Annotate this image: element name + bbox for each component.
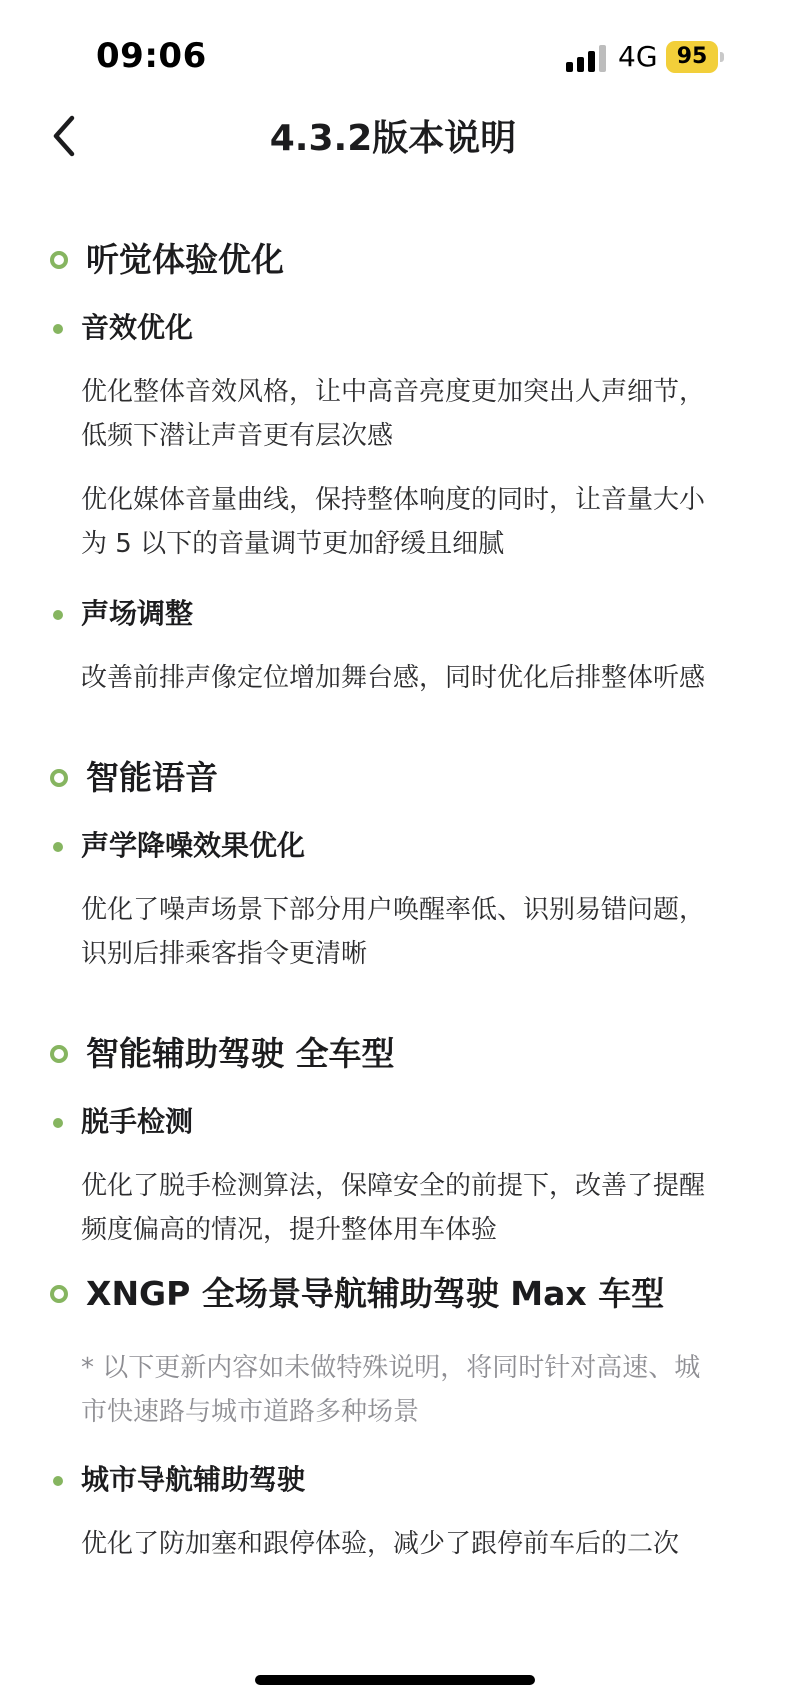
page-title: 4.3.2版本说明 — [269, 118, 517, 159]
release-notes — [0, 230, 786, 1566]
subsection-title — [0, 1452, 786, 1508]
subsection-title-text: 脱手检测 — [81, 1105, 194, 1138]
subsection-title — [0, 1094, 786, 1150]
scroll-fade — [0, 1610, 786, 1670]
nav-bar — [0, 100, 786, 174]
section — [0, 1024, 786, 1252]
subsection-title — [0, 818, 786, 874]
bullet-dot-icon — [53, 842, 63, 852]
home-indicator[interactable] — [255, 1675, 535, 1685]
bullet-dot-icon — [53, 610, 63, 620]
paragraph: 优化了脱手检测算法，保障安全的前提下，改善了提醒频度偏高的情况，提升整体用车体验 — [81, 1171, 706, 1245]
bullet-dot-icon — [53, 1476, 63, 1486]
section-title-text: 智能辅助驾驶 全车型 — [86, 1034, 395, 1073]
bullet-dot-icon — [53, 324, 63, 334]
battery-icon — [666, 41, 724, 73]
subsection-title-text: 声场调整 — [81, 597, 194, 630]
section-title-text: 听觉体验优化 — [86, 240, 284, 279]
section — [0, 748, 786, 976]
subsection-title — [0, 586, 786, 642]
status-bar — [0, 0, 786, 110]
battery-level: 95 — [676, 44, 708, 69]
paragraph: 优化媒体音量曲线，保持整体响度的同时，让音量大小为 5 以下的音量调节更加舒缓且细腻 — [81, 485, 706, 559]
bullet-dot-icon — [53, 1118, 63, 1128]
subsection-title-text: 声学降噪效果优化 — [81, 829, 306, 862]
subsection-title — [0, 300, 786, 356]
status-time: 09:06 — [96, 36, 207, 76]
paragraph: 优化整体音效风格，让中高音亮度更加突出人声细节，低频下潜让声音更有层次感 — [81, 377, 706, 451]
section-title — [0, 1024, 786, 1084]
note-paragraph: * 以下更新内容如未做特殊说明，将同时针对高速、城市快速路与城市道路多种场景 — [81, 1353, 701, 1427]
paragraph: 优化了防加塞和跟停体验，减少了跟停前车后的二次 — [81, 1529, 680, 1559]
section-title — [0, 748, 786, 808]
section-title-text: 智能语音 — [86, 758, 218, 797]
paragraph: 优化了噪声场景下部分用户唤醒率低、识别易错问题，识别后排乘客指令更清晰 — [81, 895, 706, 969]
network-label: 4G — [618, 40, 658, 73]
section-title — [0, 1264, 786, 1324]
section-ring-icon — [50, 1285, 68, 1303]
subsection-title-text: 城市导航辅助驾驶 — [81, 1463, 306, 1496]
section-ring-icon — [50, 769, 68, 787]
section-title-text: XNGP 全场景导航辅助驾驶 Max 车型 — [86, 1274, 665, 1313]
section — [0, 1264, 786, 1566]
subsection-title-text: 音效优化 — [81, 311, 194, 344]
section — [0, 230, 786, 700]
section-ring-icon — [50, 1045, 68, 1063]
section-title — [0, 230, 786, 290]
paragraph: 改善前排声像定位增加舞台感，同时优化后排整体听感 — [81, 663, 706, 693]
section-ring-icon — [50, 251, 68, 269]
signal-icon — [566, 44, 608, 72]
